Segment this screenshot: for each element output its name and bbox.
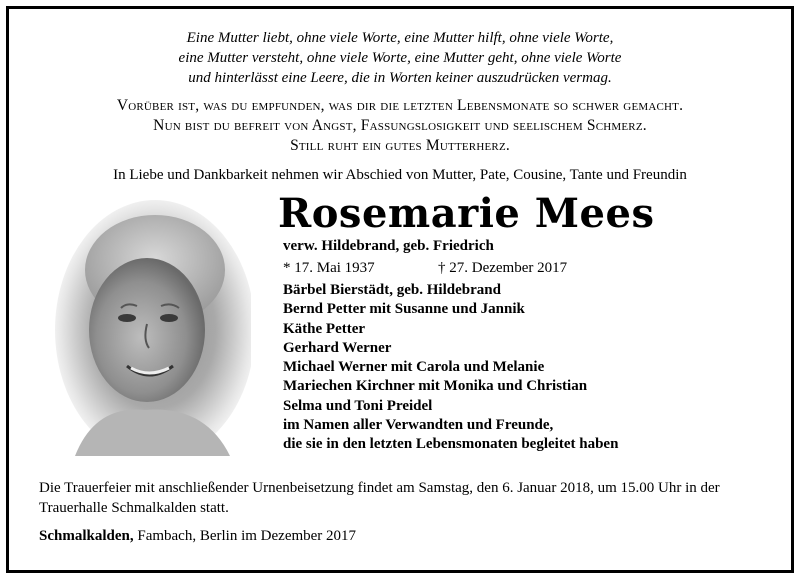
place-rest: Fambach, Berlin im Dezember 2017 (133, 528, 357, 544)
funeral-notice: Die Trauerfeier mit anschließender Urnenbeisetzung findet am Samstag, den 6. Januar 2018, um 15.00 Uhr in der Trauerhalle Schmalkalden statt. (39, 480, 720, 516)
birth-date: * 17. Mai 1937 (283, 260, 375, 276)
poem-line: Eine Mutter liebt, ohne viele Worte, eine Mutter hilft, ohne viele Worte, (186, 30, 614, 46)
mourners-list (283, 281, 618, 455)
verse-line: Nun bist du befreit von Angst, Fassungslosigkeit und seelischem Schmerz. (153, 117, 647, 134)
deceased-name: Rosemarie Mees (278, 190, 655, 237)
list-item: Gerhard Werner (283, 339, 392, 356)
deceased-maiden-name: verw. Hildebrand, geb. Friedrich (283, 238, 494, 254)
intro-text: In Liebe und Dankbarkeit nehmen wir Abschied von Mutter, Pate, Cousine, Tante und Freundin (113, 167, 687, 183)
place-date-line (39, 526, 356, 546)
list-item: Mariechen Kirchner mit Monika und Christian (283, 378, 588, 395)
list-item: Käthe Petter (283, 320, 366, 337)
list-item: im Namen aller Verwandten und Freunde, (283, 417, 554, 434)
poem-line: eine Mutter versteht, ohne viele Worte, eine Mutter geht, ohne viele Worte (178, 50, 622, 66)
list-item: Michael Werner mit Carola und Melanie (283, 359, 545, 376)
list-item: Bernd Petter mit Susanne und Jannik (283, 301, 525, 318)
portrait-photo (55, 200, 251, 456)
verse-line: Vorüber ist, was du empfunden, was dir die letzten Lebensmonate so schwer gemacht. (116, 97, 684, 114)
verse (0, 96, 800, 156)
list-item: Selma und Toni Preidel (283, 397, 433, 414)
list-item: Bärbel Bierstädt, geb. Hildebrand (283, 282, 501, 298)
poem-line: und hinterlässt eine Leere, die in Worten keiner auszudrücken vermag. (188, 70, 612, 86)
verse-line: Still ruht ein gutes Mutterherz. (290, 137, 510, 154)
list-item: die sie in den letzten Lebensmonaten begleitet haben (283, 436, 619, 453)
place-city: Schmalkalden, (39, 528, 134, 544)
death-date: † 27. Dezember 2017 (438, 260, 568, 276)
poem (0, 28, 800, 88)
